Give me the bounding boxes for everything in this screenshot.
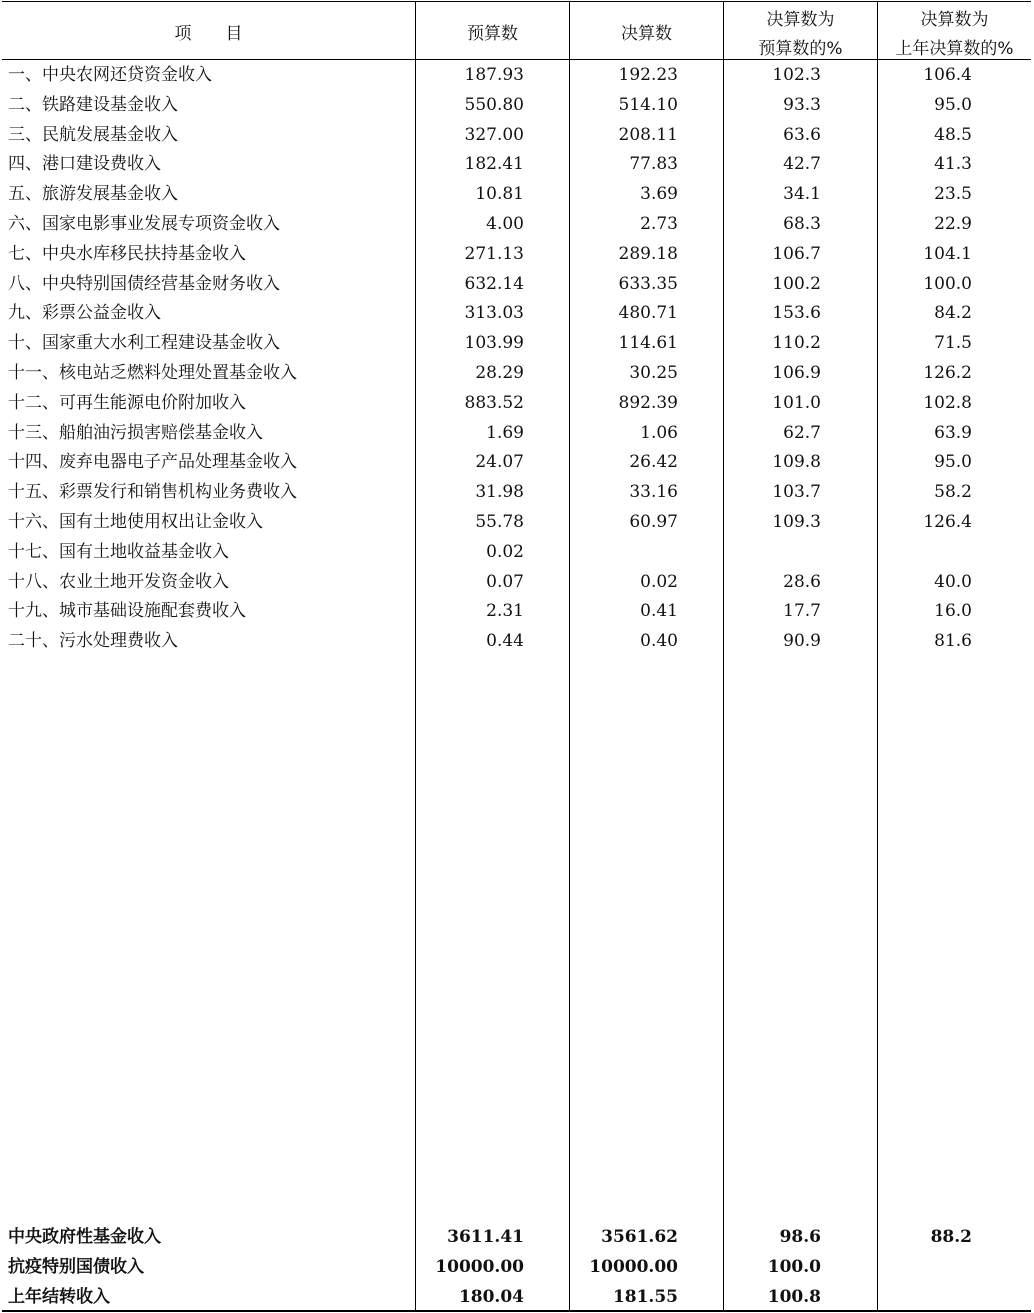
budget-value: 550.80 xyxy=(464,94,524,115)
table-row xyxy=(2,507,1031,537)
table-row xyxy=(2,239,1031,269)
final-value: 33.16 xyxy=(629,482,678,503)
pct-prev-value xyxy=(878,1282,972,1312)
pct-prev-value: 102.8 xyxy=(923,392,972,413)
final-value: 30.25 xyxy=(629,363,678,383)
row-name: 三、民航发展基金收入 xyxy=(8,124,178,145)
budget-value: 271.13 xyxy=(464,243,524,264)
pct-prev-value: 16.0 xyxy=(934,601,972,622)
pct-budget-value: 63.6 xyxy=(783,124,821,145)
budget-value: 883.52 xyxy=(464,392,524,413)
table-row xyxy=(2,269,1031,299)
table-row xyxy=(2,626,1031,656)
pct-prev-value: 48.5 xyxy=(934,124,972,145)
pct-budget-value: 110.2 xyxy=(772,333,821,354)
pct-prev-value: 81.6 xyxy=(934,631,972,652)
pct-budget-value: 62.7 xyxy=(783,422,821,443)
pct-prev-value: 41.3 xyxy=(934,154,972,175)
table-row xyxy=(2,209,1031,239)
final-value: 633.35 xyxy=(618,273,678,294)
budget-value: 24.07 xyxy=(475,452,524,473)
table-row xyxy=(2,60,1031,90)
budget-table xyxy=(2,1,1031,1312)
row-name: 九、彩票公益金收入 xyxy=(8,303,161,324)
row-name: 五、旅游发展基金收入 xyxy=(8,184,178,205)
row-name: 十八、农业土地开发资金收入 xyxy=(8,571,229,592)
budget-value: 187.93 xyxy=(464,65,524,85)
budget-value: 0.02 xyxy=(486,541,524,562)
pct-prev-value: 40.0 xyxy=(934,571,972,592)
pct-budget-value: 100.8 xyxy=(767,1287,821,1307)
row-name: 六、国家电影事业发展专项资金收入 xyxy=(8,214,280,234)
final-value: 289.18 xyxy=(618,243,678,264)
pct-budget-value: 93.3 xyxy=(783,94,821,115)
table-row xyxy=(2,447,1031,477)
pct-budget-value: 90.9 xyxy=(783,631,821,652)
pct-prev-value: 22.9 xyxy=(934,214,972,234)
budget-value: 182.41 xyxy=(464,154,524,175)
final-value: 514.10 xyxy=(618,94,678,115)
row-name: 中央政府性基金收入 xyxy=(8,1227,161,1247)
header-pct-prev-line1: 决算数为 xyxy=(920,10,989,30)
pct-prev-value: 100.0 xyxy=(923,273,972,294)
pct-budget-value: 34.1 xyxy=(783,184,821,205)
table-row xyxy=(2,328,1031,358)
budget-value: 3611.41 xyxy=(447,1227,524,1247)
table-row xyxy=(2,120,1031,150)
pct-budget-value: 153.6 xyxy=(772,303,821,324)
pct-budget-value: 106.9 xyxy=(772,363,821,383)
final-value: 26.42 xyxy=(629,452,678,473)
header-final: 决算数 xyxy=(621,24,672,44)
final-value: 0.41 xyxy=(640,601,678,622)
row-name: 十五、彩票发行和销售机构业务费收入 xyxy=(8,482,297,503)
header-budget: 预算数 xyxy=(467,24,518,44)
row-name: 二十、污水处理费收入 xyxy=(8,631,178,652)
budget-value: 31.98 xyxy=(475,482,524,503)
row-name: 上年结转收入 xyxy=(8,1287,110,1307)
row-name: 十一、核电站乏燃料处理处置基金收入 xyxy=(8,363,297,383)
budget-value: 0.07 xyxy=(486,571,524,592)
pct-budget-value: 109.3 xyxy=(772,512,821,532)
budget-value: 4.00 xyxy=(486,214,524,234)
pct-prev-value xyxy=(878,1252,972,1282)
final-value: 0.02 xyxy=(640,571,678,592)
header-pct-budget-line2: 预算数的% xyxy=(758,39,843,59)
budget-value: 10.81 xyxy=(475,184,524,205)
final-value: 480.71 xyxy=(618,303,678,324)
pct-budget-value: 28.6 xyxy=(783,571,821,592)
table-row xyxy=(2,596,1031,626)
row-name: 十四、废弃电器电子产品处理基金收入 xyxy=(8,452,297,473)
table-row xyxy=(2,1282,1031,1312)
header-pct-budget-line1: 决算数为 xyxy=(766,10,835,30)
pct-prev-value: 126.4 xyxy=(923,512,972,532)
pct-budget-value: 103.7 xyxy=(772,482,821,503)
budget-value: 632.14 xyxy=(464,273,524,294)
pct-budget-value: 100.2 xyxy=(772,273,821,294)
pct-budget-value: 100.0 xyxy=(767,1257,821,1277)
row-name: 八、中央特别国债经营基金财务收入 xyxy=(8,273,280,294)
table-row xyxy=(2,1252,1031,1282)
final-value: 892.39 xyxy=(618,392,678,413)
table-row xyxy=(2,298,1031,328)
final-value: 3.69 xyxy=(640,184,678,205)
table-row xyxy=(2,179,1031,209)
final-value: 181.55 xyxy=(612,1287,678,1307)
final-value xyxy=(570,537,678,567)
table-row xyxy=(2,567,1031,597)
pct-budget-value: 17.7 xyxy=(783,601,821,622)
pct-prev-value xyxy=(878,537,972,567)
pct-prev-value: 58.2 xyxy=(934,482,972,503)
budget-value: 180.04 xyxy=(458,1287,524,1307)
budget-value: 2.31 xyxy=(486,601,524,622)
pct-prev-value: 104.1 xyxy=(923,243,972,264)
final-value: 77.83 xyxy=(629,154,678,175)
pct-budget-value: 68.3 xyxy=(783,214,821,234)
pct-prev-value: 95.0 xyxy=(934,94,972,115)
pct-prev-value: 95.0 xyxy=(934,452,972,473)
header-pct-prev-line2: 上年决算数的% xyxy=(895,39,1014,59)
table-row xyxy=(2,388,1031,418)
row-name: 四、港口建设费收入 xyxy=(8,154,161,175)
final-value: 1.06 xyxy=(640,422,678,443)
final-value: 3561.62 xyxy=(601,1227,678,1247)
table-row xyxy=(2,477,1031,507)
row-name: 七、中央水库移民扶持基金收入 xyxy=(8,243,246,264)
pct-prev-value: 84.2 xyxy=(934,303,972,324)
pct-budget-value: 101.0 xyxy=(772,392,821,413)
final-value: 60.97 xyxy=(629,512,678,532)
row-name: 十三、船舶油污损害赔偿基金收入 xyxy=(8,422,263,443)
final-value: 10000.00 xyxy=(589,1257,678,1277)
pct-budget-value: 106.7 xyxy=(772,243,821,264)
final-value: 114.61 xyxy=(618,333,678,354)
budget-value: 0.44 xyxy=(486,631,524,652)
row-name: 十七、国有土地收益基金收入 xyxy=(8,541,229,562)
pct-prev-value: 71.5 xyxy=(934,333,972,354)
pct-prev-value: 88.2 xyxy=(930,1227,972,1247)
pct-prev-value: 106.4 xyxy=(923,65,972,85)
budget-value: 28.29 xyxy=(475,363,524,383)
budget-value: 313.03 xyxy=(464,303,524,324)
header-item: 项 目 xyxy=(174,24,243,44)
final-value: 208.11 xyxy=(618,124,678,145)
table-row xyxy=(2,149,1031,179)
row-name: 抗疫特别国债收入 xyxy=(8,1257,144,1277)
budget-value: 1.69 xyxy=(486,422,524,443)
table-row xyxy=(2,418,1031,448)
final-value: 192.23 xyxy=(618,65,678,85)
pct-budget-value: 98.6 xyxy=(779,1227,821,1247)
pct-prev-value: 23.5 xyxy=(934,184,972,205)
budget-value: 55.78 xyxy=(475,512,524,532)
budget-value: 10000.00 xyxy=(435,1257,524,1277)
pct-budget-value xyxy=(724,537,821,567)
row-name: 一、中央农网还贷资金收入 xyxy=(8,65,212,85)
row-name: 十九、城市基础设施配套费收入 xyxy=(8,601,246,622)
table-row xyxy=(2,358,1031,388)
table-row xyxy=(2,90,1031,120)
pct-budget-value: 42.7 xyxy=(783,154,821,175)
pct-budget-value: 102.3 xyxy=(772,65,821,85)
final-value: 2.73 xyxy=(640,214,678,234)
table-row xyxy=(2,537,1031,567)
budget-value: 103.99 xyxy=(464,333,524,354)
row-name: 二、铁路建设基金收入 xyxy=(8,94,178,115)
pct-prev-value: 63.9 xyxy=(934,422,972,443)
final-value: 0.40 xyxy=(640,631,678,652)
row-name: 十、国家重大水利工程建设基金收入 xyxy=(8,333,280,354)
row-name: 十六、国有土地使用权出让金收入 xyxy=(8,512,263,532)
pct-prev-value: 126.2 xyxy=(923,363,972,383)
pct-budget-value: 109.8 xyxy=(772,452,821,473)
row-name: 十二、可再生能源电价附加收入 xyxy=(8,392,246,413)
budget-value: 327.00 xyxy=(464,124,524,145)
table-row xyxy=(2,1222,1031,1252)
